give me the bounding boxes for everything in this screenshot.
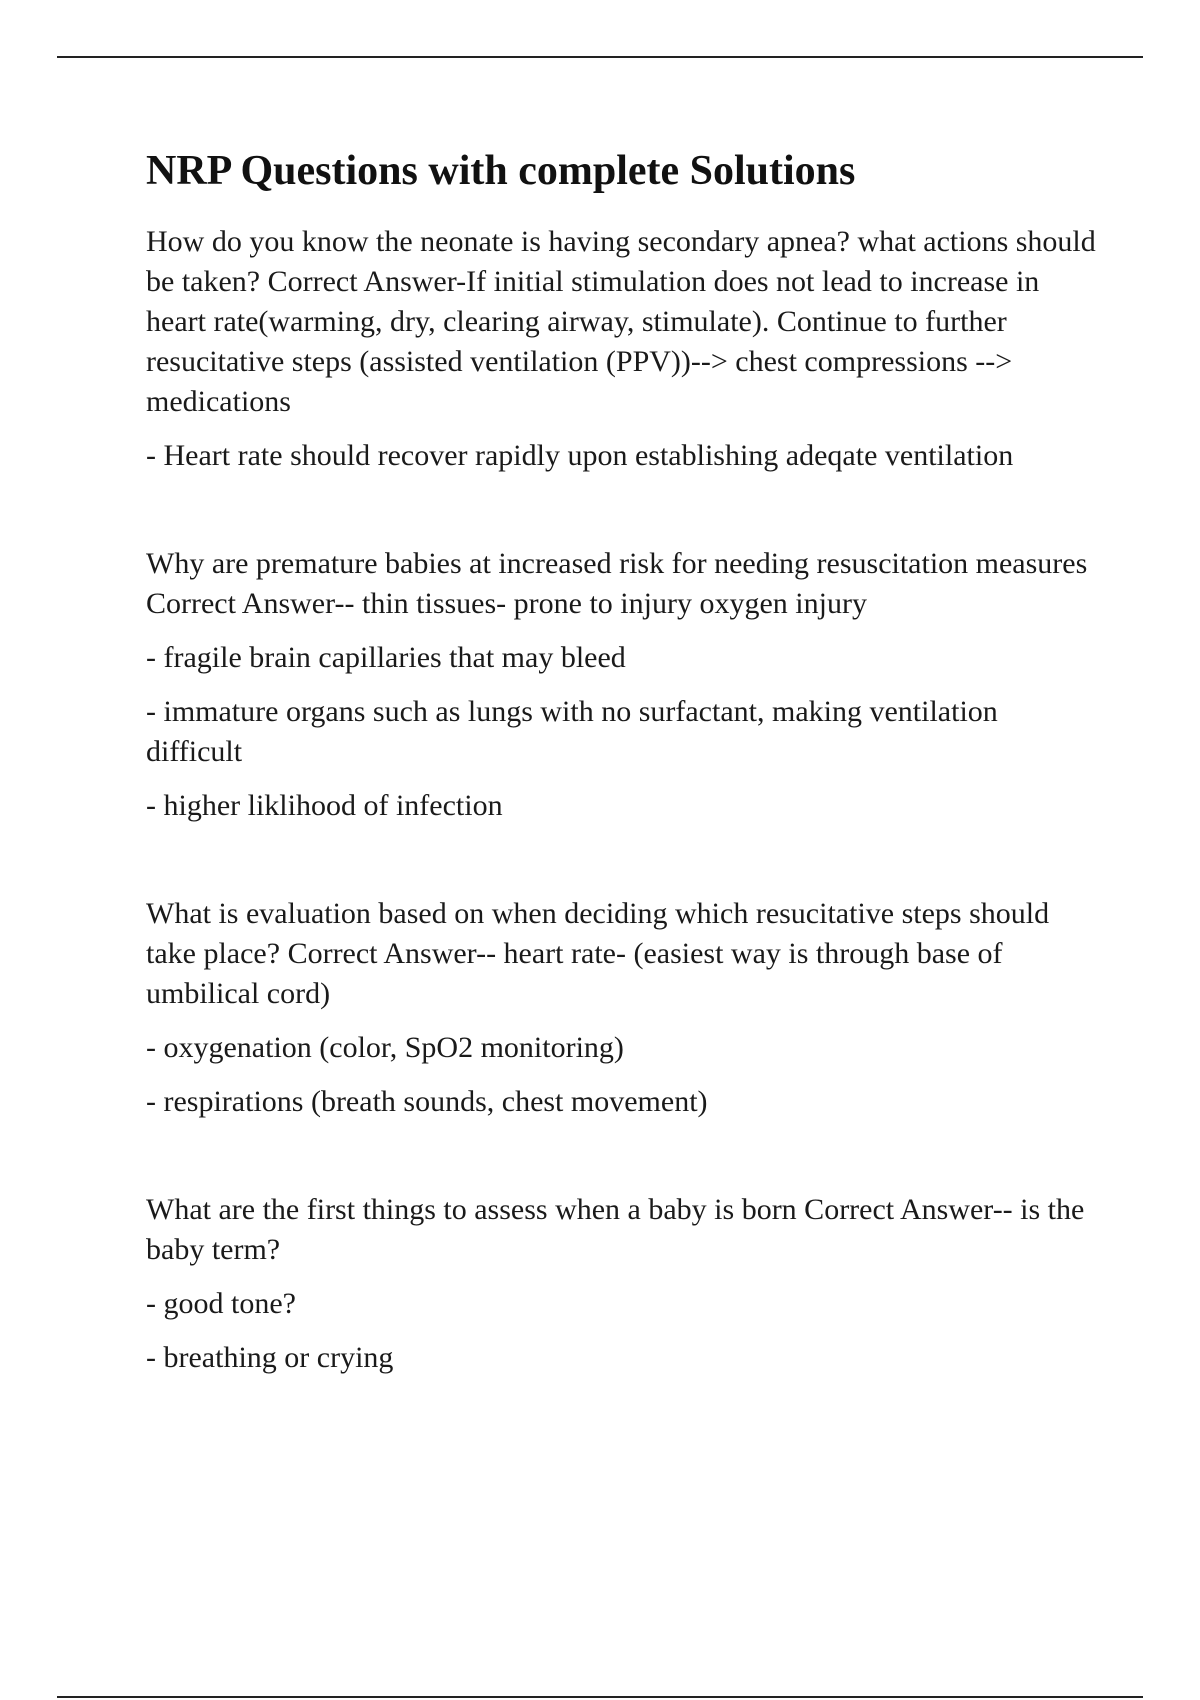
top-divider bbox=[57, 56, 1143, 58]
qa-item-1 bbox=[146, 222, 1096, 476]
qa-item-2 bbox=[146, 544, 1096, 826]
answer-point: - good tone? bbox=[146, 1287, 296, 1320]
question-text: What is evaluation based on when deciding which resucitative steps should take place? Correct Answer-- heart rate- (easiest way is through base of umbilical cord) bbox=[146, 897, 1050, 1010]
qa-item-3 bbox=[146, 894, 1096, 1122]
answer-point: - immature organs such as lungs with no surfactant, making ventilation difficult bbox=[146, 695, 998, 768]
document-page bbox=[146, 142, 1096, 1446]
answer-point: - oxygenation (color, SpO2 monitoring) bbox=[146, 1031, 624, 1064]
answer-point: - fragile brain capillaries that may bleed bbox=[146, 641, 626, 674]
question-text: What are the first things to assess when a baby is born Correct Answer-- is the baby term? bbox=[146, 1193, 1085, 1266]
qa-item-4 bbox=[146, 1190, 1096, 1378]
answer-point: - higher liklihood of infection bbox=[146, 789, 503, 822]
answer-point: - Heart rate should recover rapidly upon establishing adeqate ventilation bbox=[146, 439, 1014, 472]
document-title: NRP Questions with complete Solutions bbox=[146, 148, 856, 194]
answer-point: - breathing or crying bbox=[146, 1341, 394, 1374]
question-text: How do you know the neonate is having secondary apnea? what actions should be taken? Correct Answer-If initial stimulation does not lead to increase in heart rate(warming, dry, clearing airway, stimulate). Continue to further resucitative steps (assisted ventilation (PPV))--> chest compressions --> medications bbox=[146, 225, 1096, 418]
answer-point: - respirations (breath sounds, chest movement) bbox=[146, 1085, 708, 1118]
bottom-divider bbox=[57, 1696, 1143, 1698]
question-text: Why are premature babies at increased risk for needing resuscitation measures Correct Answer-- thin tissues- prone to injury oxygen injury bbox=[146, 547, 1088, 620]
